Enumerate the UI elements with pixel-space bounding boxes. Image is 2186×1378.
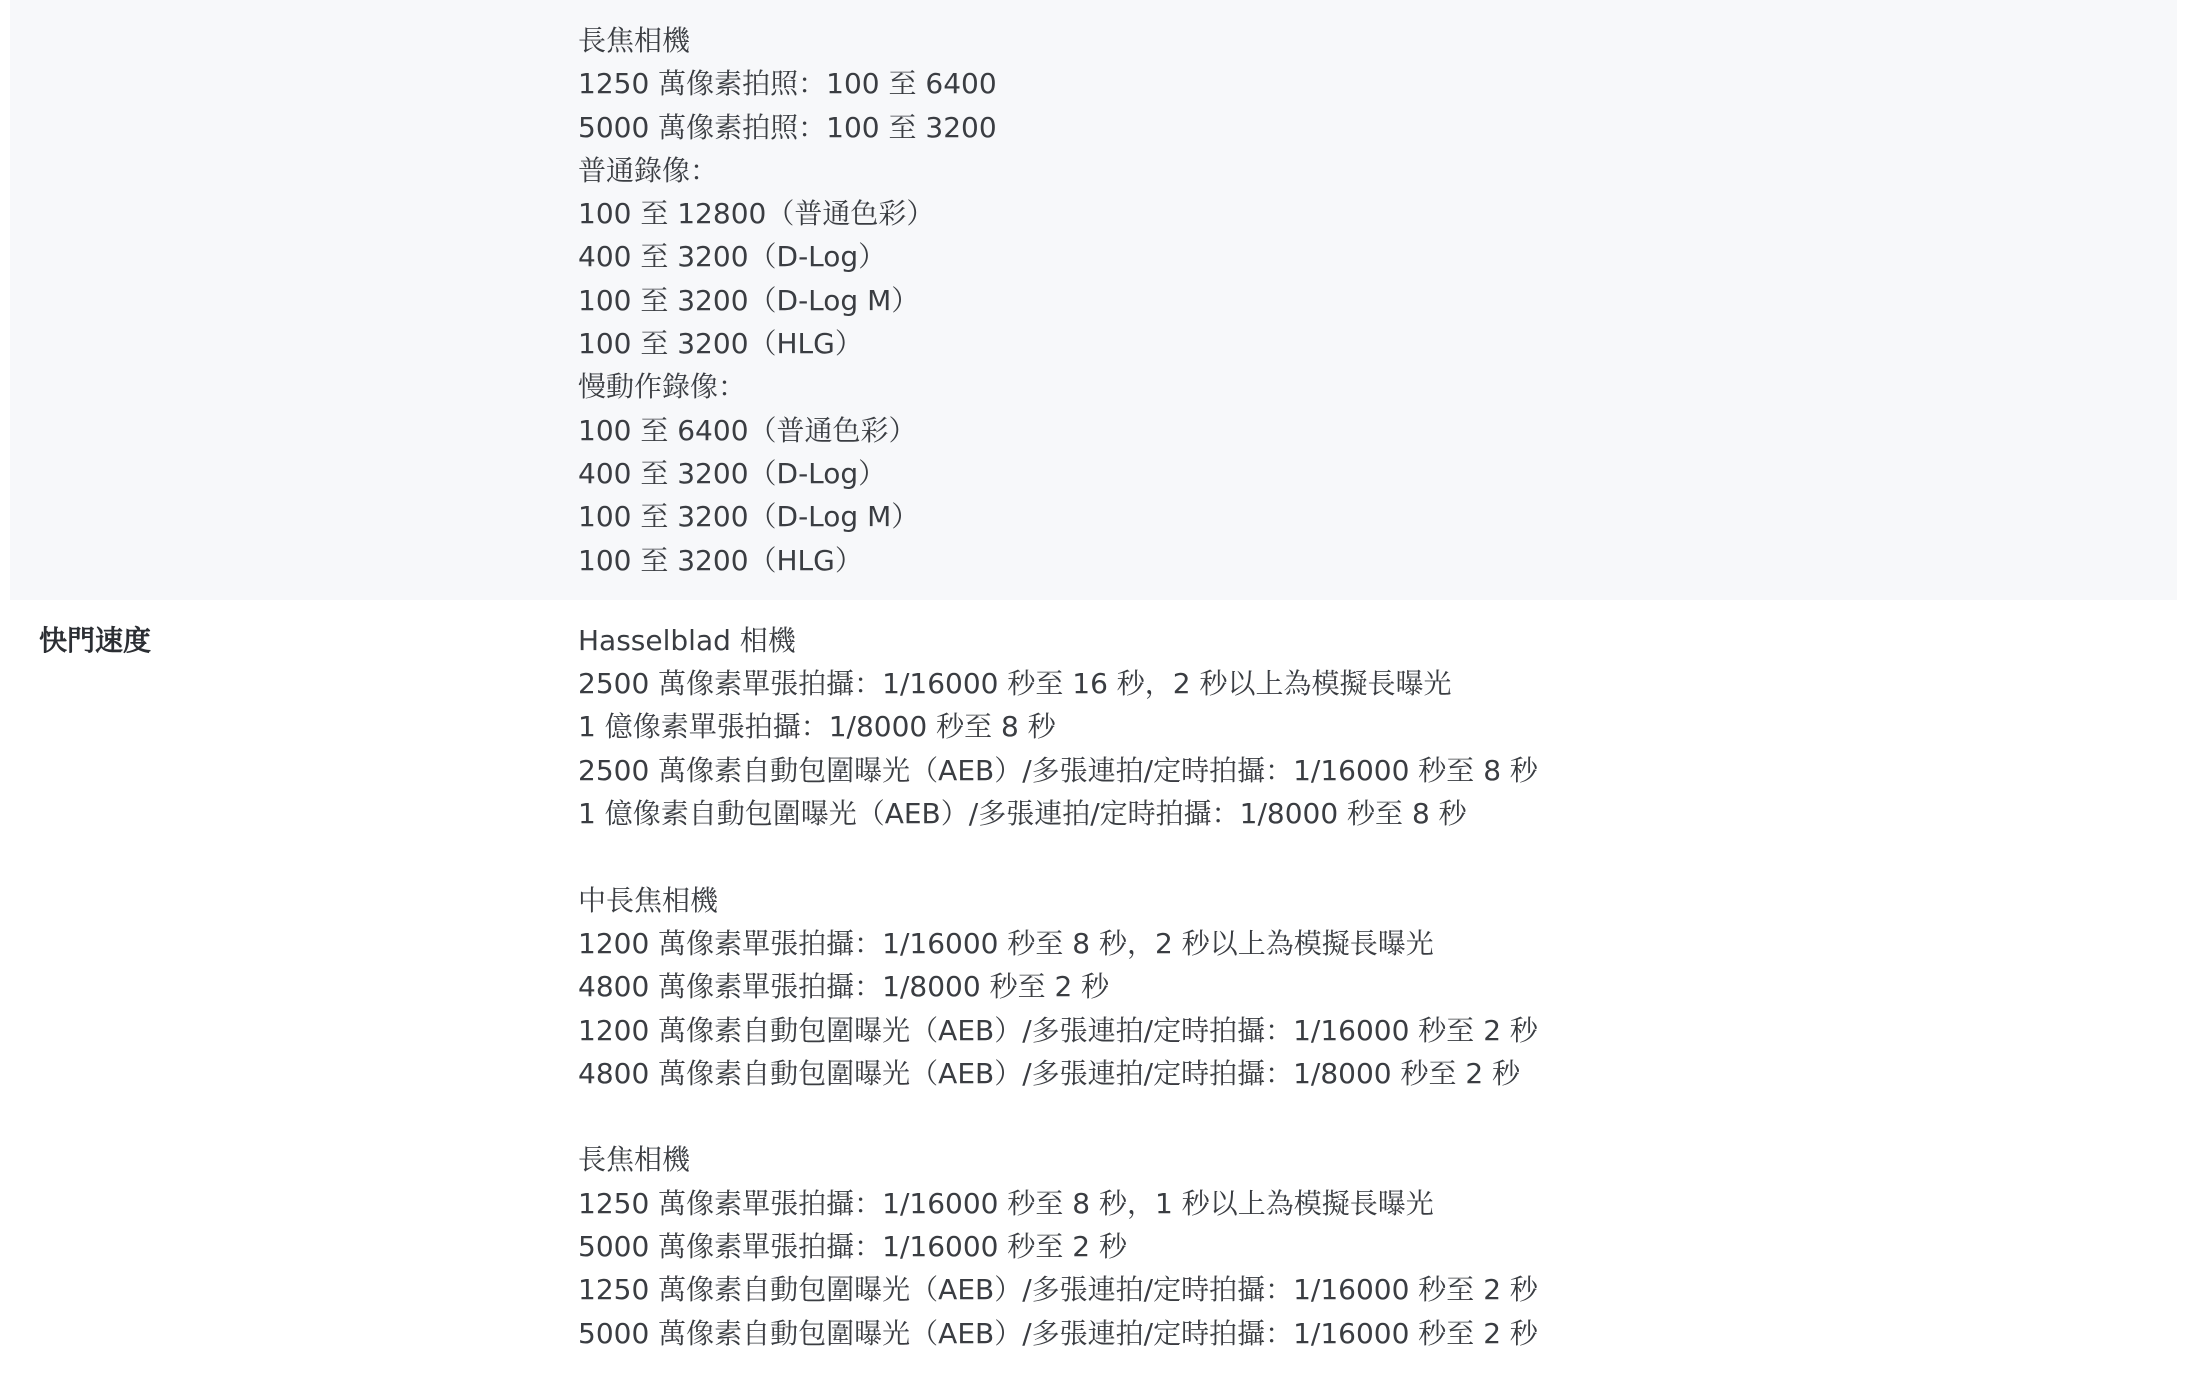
spec-row-shutter-speed [10,600,2177,1355]
spec-line: 5000 萬像素拍照：100 至 3200 [578,110,997,144]
spec-label: 快門速度 [39,623,152,657]
spec-line: 1 億像素單張拍攝：1/8000 秒至 8 秒 [578,710,1056,744]
spec-line [578,1095,2177,1138]
spec-value [578,619,2177,1355]
spec-line: 5000 萬像素單張拍攝：1/16000 秒至 2 秒 [578,1230,1127,1264]
spec-line: Hasselblad 相機 [578,623,796,657]
spec-line: 中長焦相機 [578,883,719,917]
spec-line: 4800 萬像素自動包圍曝光（AEB）/多張連拍/定時拍攝：1/8000 秒至 2 秒 [578,1056,1521,1090]
spec-row-iso [10,0,2177,600]
spec-line: 100 至 3200（D-Log M） [578,283,920,317]
spec-line: 100 至 12800（普通色彩） [578,197,935,231]
spec-line: 400 至 3200（D-Log） [578,456,887,490]
spec-line: 4800 萬像素單張拍攝：1/8000 秒至 2 秒 [578,970,1110,1004]
spec-line: 100 至 3200（HLG） [578,327,863,361]
spec-line: 2500 萬像素自動包圍曝光（AEB）/多張連拍/定時拍攝：1/16000 秒至 8 秒 [578,753,1538,787]
spec-line: 1250 萬像素自動包圍曝光（AEB）/多張連拍/定時拍攝：1/16000 秒至 2 秒 [578,1273,1538,1307]
spec-line: 400 至 3200（D-Log） [578,240,887,274]
spec-line: 慢動作錄像： [578,370,747,404]
spec-line: 普通錄像： [578,153,719,187]
spec-label [10,0,578,600]
spec-line: 長焦相機 [578,24,691,57]
spec-line: 5000 萬像素自動包圍曝光（AEB）/多張連拍/定時拍攝：1/16000 秒至 2 秒 [578,1316,1538,1350]
spec-line [578,835,2177,878]
spec-line: 2500 萬像素單張拍攝：1/16000 秒至 16 秒，2 秒以上為模擬長曝光 [578,667,1452,701]
spec-line: 100 至 3200（D-Log M） [578,500,920,534]
spec-line: 1200 萬像素自動包圍曝光（AEB）/多張連拍/定時拍攝：1/16000 秒至 2 秒 [578,1013,1538,1047]
spec-line: 1250 萬像素單張拍攝：1/16000 秒至 8 秒，1 秒以上為模擬長曝光 [578,1186,1434,1220]
spec-table [10,0,2177,1355]
spec-line: 1 億像素自動包圍曝光（AEB）/多張連拍/定時拍攝：1/8000 秒至 8 秒 [578,797,1467,831]
spec-value [578,0,2177,600]
spec-line: 長焦相機 [578,1143,691,1177]
spec-line: 1250 萬像素拍照：100 至 6400 [578,67,997,101]
spec-line: 100 至 6400（普通色彩） [578,413,917,447]
spec-line: 1200 萬像素單張拍攝：1/16000 秒至 8 秒，2 秒以上為模擬長曝光 [578,926,1434,960]
spec-line: 100 至 3200（HLG） [578,543,863,577]
